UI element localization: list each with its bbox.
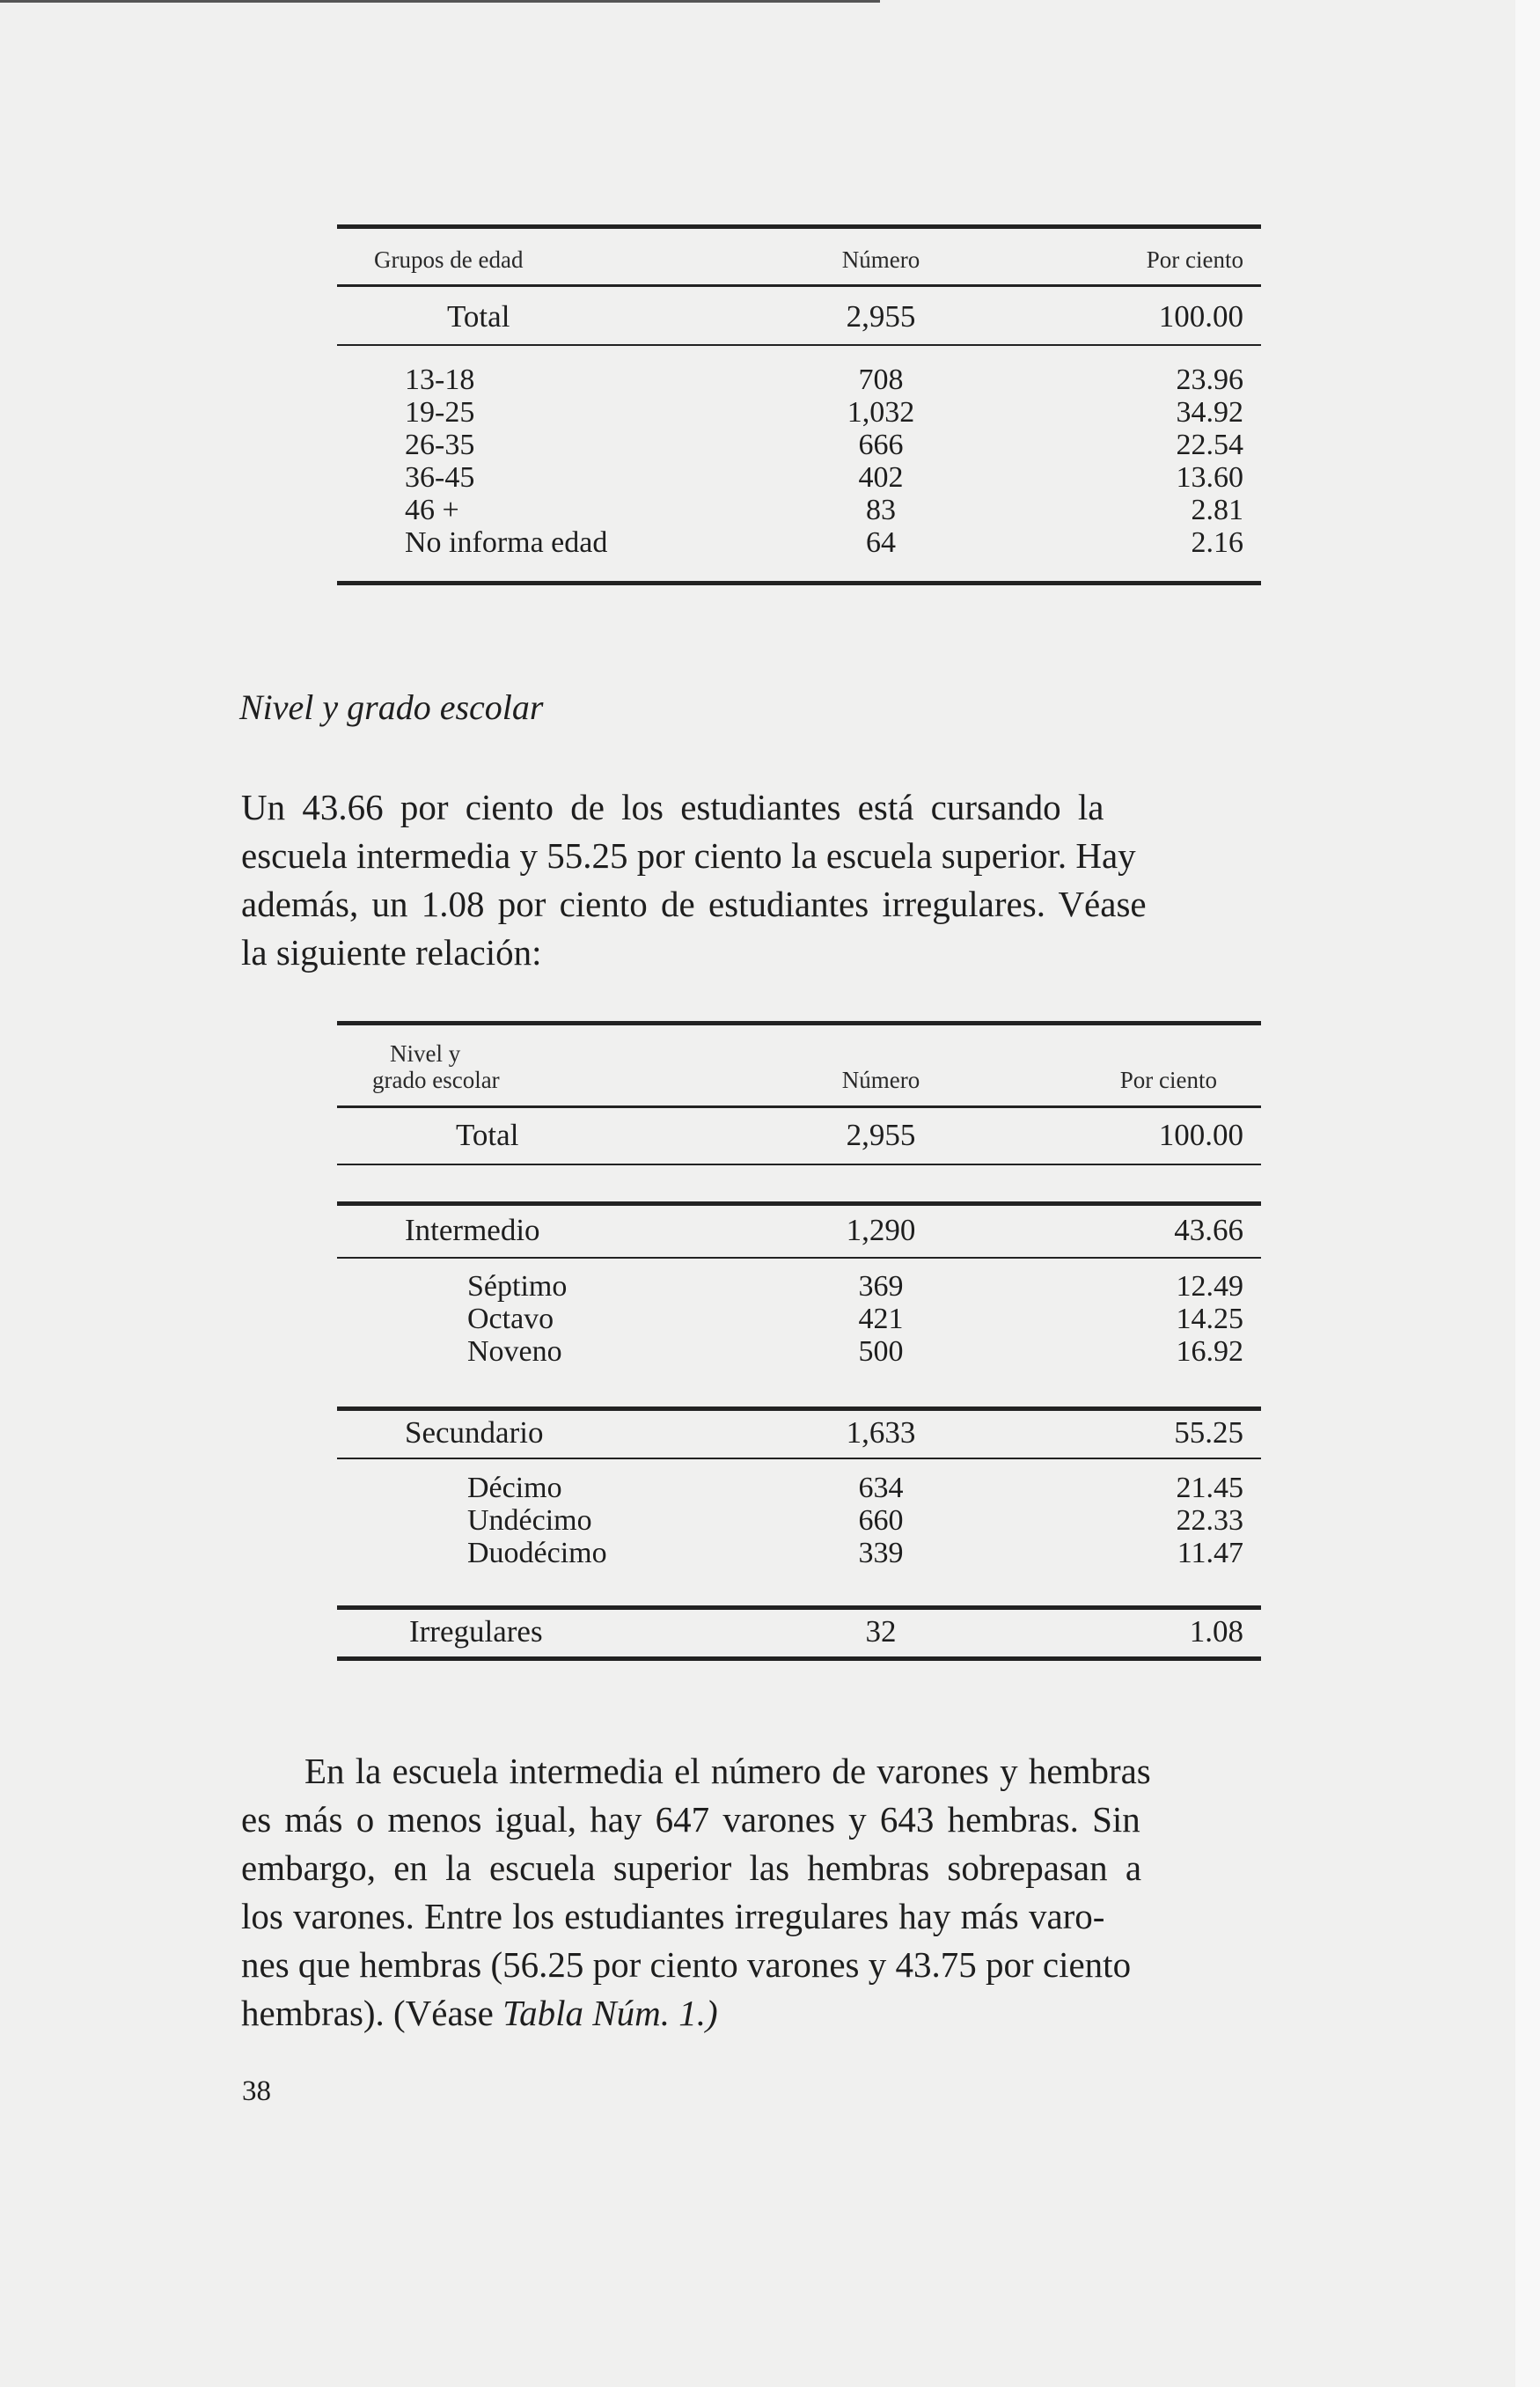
table-row-label: Octavo: [467, 1303, 554, 1335]
paragraph-2: [241, 1747, 1368, 2038]
column-header-number: Número: [841, 246, 920, 273]
table-row-number: 660: [858, 1504, 904, 1537]
table-row-label: 36-45: [405, 461, 475, 494]
header-line: Nivel y: [390, 1040, 461, 1067]
table-row-percent: 16.92: [1176, 1335, 1243, 1368]
table-row-number: 634: [858, 1472, 904, 1504]
total-label: Total: [456, 1118, 519, 1152]
table-row-percent: 21.45: [1176, 1472, 1243, 1504]
paragraph-line: En la escuela intermedia el número de varones y hembras: [304, 1751, 1151, 1791]
secundario-grade-percents: [1111, 1472, 1243, 1569]
table-row-number: 666: [858, 429, 904, 461]
table-row-number: 64: [866, 526, 896, 559]
table-row-number: 369: [858, 1270, 904, 1303]
page-edge: [1515, 0, 1540, 2387]
age-labels: [405, 364, 607, 559]
table-row-label: 26-35: [405, 429, 475, 461]
table-row-label: Duodécimo: [467, 1537, 607, 1569]
table-row-percent: 2.81: [1191, 494, 1243, 526]
paragraph-line: nes que hembras (56.25 por ciento varones y 43.75 por ciento: [241, 1944, 1132, 1985]
table-rule: [337, 1201, 1261, 1206]
table-row-percent: 11.47: [1177, 1537, 1243, 1569]
total-label: Total: [447, 299, 510, 334]
secundario-grade-numbers: [784, 1472, 978, 1569]
table-row-label: No informa edad: [405, 526, 608, 559]
age-group-table: [337, 224, 1261, 594]
column-header-percent: Por ciento: [1119, 1067, 1217, 1093]
secundario-label: Secundario: [405, 1415, 544, 1450]
intermedio-percent: 43.66: [1174, 1213, 1243, 1247]
table-rule: [337, 1458, 1261, 1459]
table-rule: [337, 1105, 1261, 1108]
intermedio-grade-numbers: [784, 1270, 978, 1368]
intermedio-number: 1,290: [846, 1213, 916, 1247]
table-rule: [337, 1257, 1261, 1259]
paragraph-line: [241, 1989, 1368, 2038]
table-row-label: 19-25: [405, 396, 475, 429]
paragraph-line: además, un 1.08 por ciento de estudiantes irregulares. Véase: [241, 884, 1147, 924]
total-percent: 100.00: [1158, 299, 1243, 334]
table-reference: Tabla Núm. 1.): [502, 1993, 718, 2033]
page-number: 38: [242, 2075, 271, 2107]
header-line: grado escolar: [372, 1067, 500, 1093]
table-row-number: 339: [858, 1537, 904, 1569]
paragraph-line: embargo, en la escuela superior las hembras sobrepasan a: [241, 1847, 1142, 1888]
table-row-label: 13-18: [405, 364, 475, 396]
column-header-percent: Por ciento: [1146, 246, 1243, 273]
paragraph-line-start: hembras). (Véase: [241, 1993, 503, 2033]
table-rule: [337, 1605, 1261, 1610]
secundario-percent: 55.25: [1174, 1415, 1243, 1450]
total-number: 2,955: [846, 299, 916, 334]
column-header-group: Grupos de edad: [374, 246, 524, 273]
table-row-percent: 14.25: [1176, 1303, 1243, 1335]
table-row-percent: 34.92: [1176, 396, 1243, 429]
table-rule: [337, 1164, 1261, 1165]
table-row-percent: 12.49: [1176, 1270, 1243, 1303]
intermedio-label: Intermedio: [405, 1213, 540, 1247]
secundario-number: 1,633: [846, 1415, 916, 1450]
total-number: 2,955: [846, 1118, 916, 1152]
table-row-number: 421: [858, 1303, 904, 1335]
table-row-label: Décimo: [467, 1472, 562, 1504]
table-row-label: 46 +: [405, 494, 459, 526]
table-row-number: 402: [858, 461, 904, 494]
table-row-label: Undécimo: [467, 1504, 592, 1537]
age-percents: [1111, 364, 1243, 559]
paragraph-line: los varones. Entre los estudiantes irregulares hay más varo-: [241, 1896, 1105, 1936]
paragraph-line: la siguiente relación:: [241, 932, 542, 973]
section-heading: Nivel y grado escolar: [239, 687, 544, 727]
intermedio-grade-labels: [467, 1270, 567, 1368]
column-header-number: Número: [841, 1067, 920, 1093]
table-row-number: 500: [858, 1335, 904, 1368]
age-numbers: [784, 364, 978, 559]
table-rule: [337, 1406, 1261, 1411]
table-rule: [337, 224, 1261, 229]
table-row-percent: 2.16: [1191, 526, 1243, 559]
table-row-percent: 23.96: [1176, 364, 1243, 396]
irregulares-label: Irregulares: [409, 1614, 543, 1649]
table-row-number: 708: [858, 364, 904, 396]
table-rule: [337, 1021, 1261, 1025]
table-row-percent: 22.33: [1176, 1504, 1243, 1537]
table-rule: [337, 1656, 1261, 1661]
table-row-percent: 22.54: [1176, 429, 1243, 461]
table-row-percent: 13.60: [1176, 461, 1243, 494]
table-row-label: Séptimo: [467, 1270, 568, 1303]
table-rule: [337, 284, 1261, 287]
top-border-line: [0, 0, 880, 3]
secundario-grade-labels: [467, 1472, 607, 1569]
paragraph-line: Un 43.66 por ciento de los estudiantes está cursando la: [241, 787, 1104, 827]
paragraph-1: [241, 783, 1368, 977]
table-rule: [337, 581, 1261, 585]
table-row-number: 1,032: [847, 396, 915, 429]
table-row-number: 83: [866, 494, 896, 526]
total-percent: 100.00: [1158, 1118, 1243, 1152]
table-rule: [337, 344, 1261, 346]
paragraph-line: es más o menos igual, hay 647 varones y 643 hembras. Sin: [241, 1799, 1140, 1840]
irregulares-number: 32: [865, 1614, 897, 1649]
paragraph-line: escuela intermedia y 55.25 por ciento la escuela superior. Hay: [241, 835, 1136, 876]
table-row-label: Noveno: [467, 1335, 562, 1368]
intermedio-grade-percents: [1111, 1270, 1243, 1368]
school-level-table: [337, 1021, 1261, 1672]
irregulares-percent: 1.08: [1189, 1614, 1243, 1649]
column-header-level: [372, 1040, 500, 1093]
